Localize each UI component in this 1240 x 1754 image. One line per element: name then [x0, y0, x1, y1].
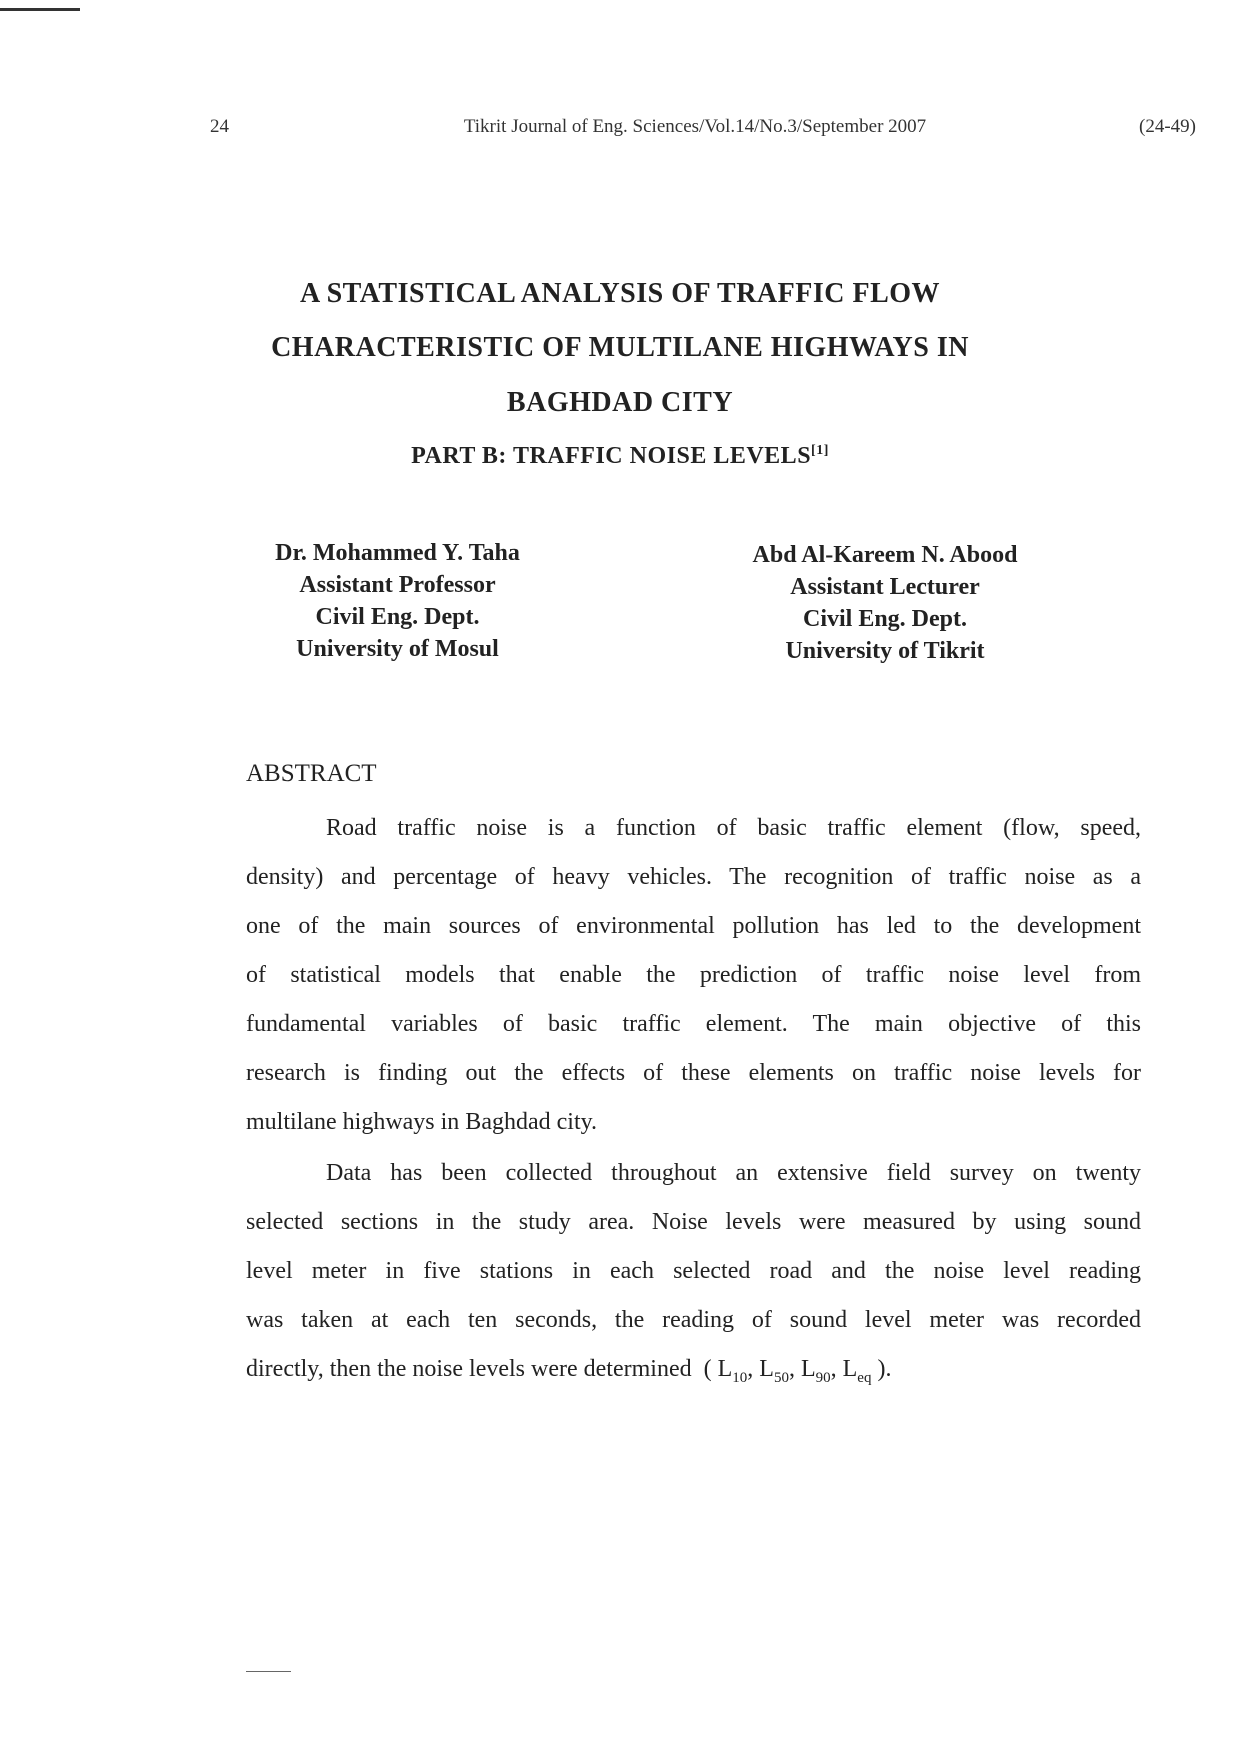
author-name: Abd Al-Kareem N. Abood [752, 542, 1018, 568]
footnote-rule [246, 1671, 291, 1672]
title-line-1: A STATISTICAL ANALYSIS OF TRAFFIC FLOW [299, 278, 941, 309]
abstract-line: Data has been collected throughout an extensive field survey on twenty [326, 1160, 1141, 1186]
author-university: University of Mosul [296, 636, 499, 662]
author-1 [220, 537, 575, 665]
subtitle-ref: [1] [811, 443, 829, 458]
abstract-line: was taken at each ten seconds, the reading of sound level meter was recorded [246, 1307, 1141, 1333]
subtitle [0, 443, 1240, 470]
subtitle-text: PART B: TRAFFIC NOISE LEVELS [411, 443, 812, 469]
level-sub: 10 [732, 1369, 748, 1386]
abstract-line: multilane highways in Baghdad city. [246, 1109, 598, 1135]
scan-edge-mark [0, 8, 80, 11]
author-dept: Civil Eng. Dept. [315, 604, 480, 630]
abstract-text: directly, then the noise levels were determined [246, 1356, 692, 1382]
level-sub: eq [857, 1369, 872, 1386]
level-symbol: L [759, 1356, 774, 1382]
abstract-line-last: directly, then the noise levels were determined ( $L_{10}$, $L_{50}$, $L_{90}$, $L_{eq}$ ). [246, 1356, 892, 1386]
abstract-line: density) and percentage of heavy vehicles. The recognition of traffic noise as a [246, 864, 1141, 890]
level-sub: 90 [815, 1369, 831, 1386]
author-university: University of Tikrit [785, 638, 985, 664]
title-line-2: CHARACTERISTIC OF MULTILANE HIGHWAYS IN [271, 332, 969, 363]
journal-header: Tikrit Journal of Eng. Sciences/Vol.14/No.3/September 2007 [463, 116, 927, 137]
author-name: Dr. Mohammed Y. Taha [275, 540, 520, 566]
author-position: Assistant Professor [299, 572, 496, 598]
abstract-line: research is finding out the effects of these elements on traffic noise levels for [246, 1060, 1141, 1086]
abstract-line: one of the main sources of environmental pollution has led to the development [246, 913, 1141, 939]
abstract-line: selected sections in the study area. Noise levels were measured by using sound [246, 1209, 1141, 1235]
level-symbol: L [717, 1356, 733, 1382]
author-position: Assistant Lecturer [790, 574, 980, 600]
level-symbol: L [842, 1356, 858, 1382]
author-dept: Civil Eng. Dept. [802, 606, 967, 632]
page-number: 24 [210, 116, 229, 137]
level-sub: 50 [773, 1369, 789, 1386]
abstract-line: Road traffic noise is a function of basic traffic element (flow, speed, [326, 815, 1141, 841]
abstract-line: fundamental variables of basic traffic element. The main objective of this [246, 1011, 1141, 1037]
level-symbol: L [800, 1356, 816, 1382]
abstract-line: level meter in five stations in each selected road and the noise level reading [246, 1258, 1141, 1284]
title-line-3: BAGHDAD CITY [506, 387, 734, 418]
abstract-line: of statistical models that enable the prediction of traffic noise level from [246, 962, 1141, 988]
author-2 [690, 539, 1080, 667]
abstract-heading: ABSTRACT [246, 760, 377, 787]
page-range: (24-49) [1139, 116, 1196, 137]
